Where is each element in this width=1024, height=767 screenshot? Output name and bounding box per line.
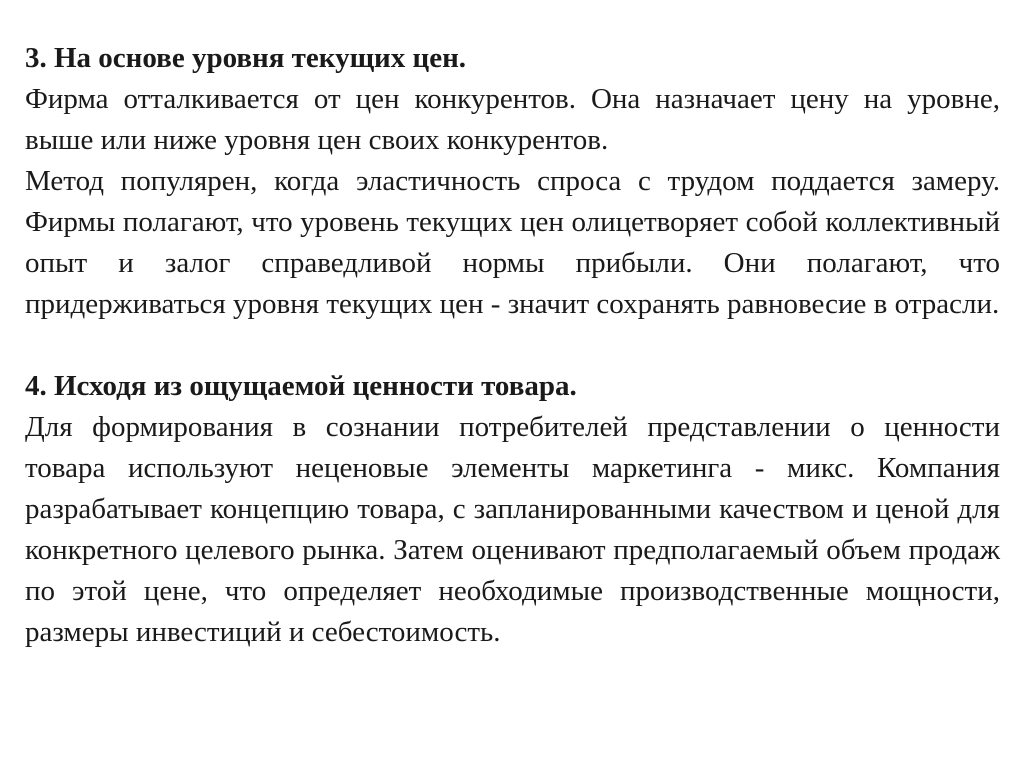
paragraph: Метод популярен, когда эластичность спроса с трудом поддается замеру. Фирмы полагают, что уровень текущих цен олицетворяет собой коллективный опыт и залог справедливой нормы прибыли. Они полагают, что придерживаться уровня текущих цен - значит сохранять равновесие в отрасли. <box>25 165 1000 320</box>
section-current-prices <box>25 38 1000 325</box>
section-title: 3. На основе уровня текущих цен. <box>25 42 467 74</box>
paragraph: Фирма отталкивается от цен конкурентов. Она назначает цену на уровне, выше или ниже уровня цен своих конкурентов. <box>25 83 1000 156</box>
section-title: 4. Исходя из ощущаемой ценности товара. <box>25 370 577 402</box>
section-perceived-value <box>25 366 1000 653</box>
slide-content <box>25 38 1000 653</box>
paragraph: Для формирования в сознании потребителей представлении о ценности товара используют неценовые элементы маркетинга - микс. Компания разрабатывает концепцию товара, с запланированными качеством и ценой для конкретного целевого рынка. Затем оценивают предполагаемый объем продаж по этой цене, что определяет необходимые производственные мощности, размеры инвестиций и себестоимость. <box>25 411 1000 648</box>
section-spacer <box>25 325 1000 366</box>
